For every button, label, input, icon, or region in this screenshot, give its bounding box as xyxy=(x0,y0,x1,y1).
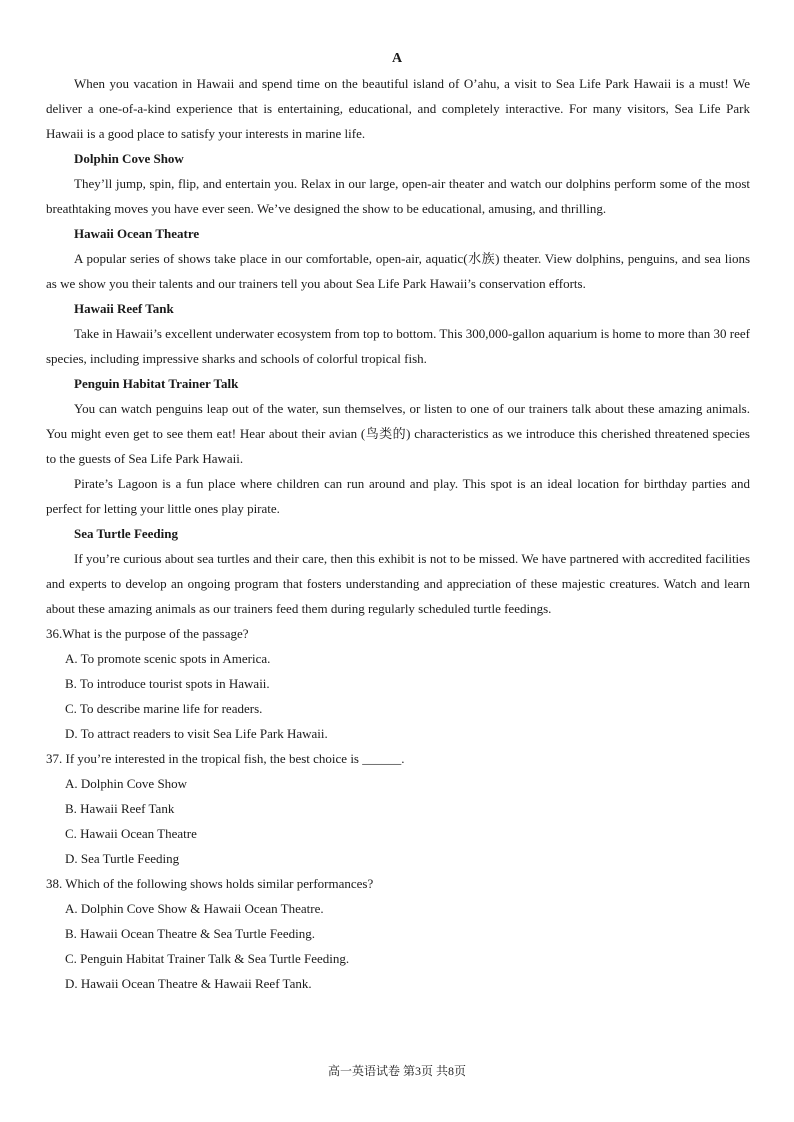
question-stem: 36.What is the purpose of the passage? xyxy=(46,626,249,641)
passage-content xyxy=(46,71,750,996)
question-37 xyxy=(46,746,750,871)
intro-paragraph: When you vacation in Hawaii and spend time on the beautiful island of O’ahu, a visit to Sea Life Park Hawaii is a must! We deliver a one-of-a-kind experience that is entertaining, educational, and completely interactive. For many visitors, Sea Life Park Hawaii is a good place to satisfy your interests in marine life. xyxy=(46,76,750,141)
section-text-ocean-theatre: A popular series of shows take place in our comfortable, open-air, aquatic(水族) theater. View dolphins, penguins, and sea lions as we show you their talents and our trainers tell you about Sea Life Park Hawaii’s conservation efforts. xyxy=(46,251,750,291)
section-text-reef-tank: Take in Hawaii’s excellent underwater ecosystem from top to bottom. This 300,000-gallon aquarium is home to more than 30 reef species, including impressive sharks and schools of colorful tropical fish. xyxy=(46,326,750,366)
section-title-dolphin-cove: Dolphin Cove Show xyxy=(74,151,184,166)
section-text-pirates-lagoon: Pirate’s Lagoon is a fun place where children can run around and play. This spot is an ideal location for birthday parties and perfect for letting your little ones play pirate. xyxy=(46,476,750,516)
option-b: B. Hawaii Ocean Theatre & Sea Turtle Feeding. xyxy=(65,926,315,941)
section-text-penguin-talk: You can watch penguins leap out of the water, sun themselves, or listen to one of our trainers talk about these amazing animals. You might even get to see them eat! Hear about their avian (鸟类的) characteristics as we introduce this cherished threatened species to the guests of Sea Life Park Hawaii. xyxy=(46,401,750,466)
option-d: D. Hawaii Ocean Theatre & Hawaii Reef Tank. xyxy=(65,976,312,991)
option-a: A. Dolphin Cove Show & Hawaii Ocean Theatre. xyxy=(65,901,324,916)
page-footer: 高一英语试卷 第3页 共8页 xyxy=(327,1064,466,1078)
option-c: C. To describe marine life for readers. xyxy=(65,701,263,716)
question-38 xyxy=(46,871,750,996)
option-d: D. To attract readers to visit Sea Life Park Hawaii. xyxy=(65,726,328,741)
section-text-sea-turtle: If you’re curious about sea turtles and their care, then this exhibit is not to be missed. We have partnered with accredited facilities and experts to develop an ongoing program that fosters understanding and appreciation of these majestic creatures. Watch and learn about these amazing animals as our trainers feed them during regularly scheduled turtle feedings. xyxy=(46,551,750,616)
section-title-penguin-talk: Penguin Habitat Trainer Talk xyxy=(74,376,239,391)
passage-heading: A xyxy=(391,51,403,66)
question-36 xyxy=(46,621,750,746)
option-b: B. Hawaii Reef Tank xyxy=(65,801,175,816)
option-a: A. To promote scenic spots in America. xyxy=(65,651,271,666)
question-stem: 38. Which of the following shows holds similar performances? xyxy=(46,876,374,891)
question-stem: 37. If you’re interested in the tropical fish, the best choice is ______. xyxy=(46,751,405,766)
option-d: D. Sea Turtle Feeding xyxy=(65,851,180,866)
section-title-sea-turtle: Sea Turtle Feeding xyxy=(74,526,179,541)
option-a: A. Dolphin Cove Show xyxy=(65,776,188,791)
section-title-ocean-theatre: Hawaii Ocean Theatre xyxy=(74,226,200,241)
option-b: B. To introduce tourist spots in Hawaii. xyxy=(65,676,270,691)
option-c: C. Hawaii Ocean Theatre xyxy=(65,826,197,841)
option-c: C. Penguin Habitat Trainer Talk & Sea Turtle Feeding. xyxy=(65,951,350,966)
section-text-dolphin-cove: They’ll jump, spin, flip, and entertain you. Relax in our large, open-air theater and watch our dolphins perform some of the most breathtaking moves you have ever seen. We’ve designed the show to be educational, amusing, and thrilling. xyxy=(46,176,750,216)
section-title-reef-tank: Hawaii Reef Tank xyxy=(74,301,174,316)
